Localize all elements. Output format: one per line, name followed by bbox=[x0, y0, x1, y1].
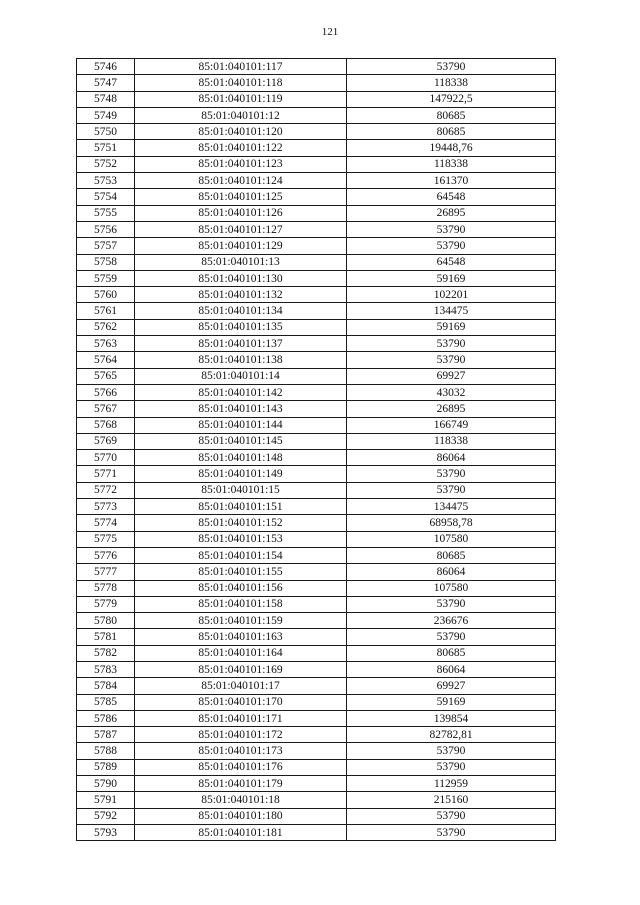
table-row bbox=[77, 91, 556, 107]
row-number-cell: 5780 bbox=[77, 613, 135, 629]
value-cell: 19448,76 bbox=[347, 140, 556, 156]
cadastral-number-cell: 85:01:040101:170 bbox=[135, 694, 347, 710]
value-cell: 64548 bbox=[347, 254, 556, 270]
row-number-cell: 5757 bbox=[77, 238, 135, 254]
value-cell: 59169 bbox=[347, 270, 556, 286]
value-cell: 26895 bbox=[347, 401, 556, 417]
table-row bbox=[77, 287, 556, 303]
table-row bbox=[77, 75, 556, 91]
cadastral-number-cell: 85:01:040101:144 bbox=[135, 417, 347, 433]
cadastral-number-cell: 85:01:040101:149 bbox=[135, 466, 347, 482]
value-cell: 69927 bbox=[347, 678, 556, 694]
value-cell: 80685 bbox=[347, 645, 556, 661]
cadastral-number-cell: 85:01:040101:130 bbox=[135, 270, 347, 286]
cadastral-number-cell: 85:01:040101:132 bbox=[135, 287, 347, 303]
cadastral-number-cell: 85:01:040101:179 bbox=[135, 776, 347, 792]
value-cell: 80685 bbox=[347, 107, 556, 123]
table-row bbox=[77, 303, 556, 319]
table-row bbox=[77, 417, 556, 433]
row-number-cell: 5752 bbox=[77, 156, 135, 172]
cadastral-number-cell: 85:01:040101:169 bbox=[135, 661, 347, 677]
cadastral-number-cell: 85:01:040101:124 bbox=[135, 173, 347, 189]
value-cell: 53790 bbox=[347, 59, 556, 75]
cadastral-number-cell: 85:01:040101:137 bbox=[135, 336, 347, 352]
table-row bbox=[77, 336, 556, 352]
row-number-cell: 5787 bbox=[77, 727, 135, 743]
row-number-cell: 5770 bbox=[77, 450, 135, 466]
row-number-cell: 5778 bbox=[77, 580, 135, 596]
table-row bbox=[77, 580, 556, 596]
table-row bbox=[77, 368, 556, 384]
value-cell: 134475 bbox=[347, 303, 556, 319]
row-number-cell: 5758 bbox=[77, 254, 135, 270]
cadastral-number-cell: 85:01:040101:15 bbox=[135, 482, 347, 498]
table-row bbox=[77, 433, 556, 449]
cadastral-number-cell: 85:01:040101:164 bbox=[135, 645, 347, 661]
table-row bbox=[77, 515, 556, 531]
value-cell: 53790 bbox=[347, 352, 556, 368]
cadastral-number-cell: 85:01:040101:120 bbox=[135, 124, 347, 140]
row-number-cell: 5763 bbox=[77, 336, 135, 352]
row-number-cell: 5751 bbox=[77, 140, 135, 156]
row-number-cell: 5792 bbox=[77, 808, 135, 824]
row-number-cell: 5777 bbox=[77, 564, 135, 580]
row-number-cell: 5786 bbox=[77, 710, 135, 726]
value-cell: 53790 bbox=[347, 336, 556, 352]
value-cell: 236676 bbox=[347, 613, 556, 629]
table-row bbox=[77, 710, 556, 726]
row-number-cell: 5753 bbox=[77, 173, 135, 189]
cadastral-number-cell: 85:01:040101:142 bbox=[135, 384, 347, 400]
value-cell: 53790 bbox=[347, 808, 556, 824]
value-cell: 59169 bbox=[347, 319, 556, 335]
cadastral-number-cell: 85:01:040101:18 bbox=[135, 792, 347, 808]
row-number-cell: 5790 bbox=[77, 776, 135, 792]
value-cell: 139854 bbox=[347, 710, 556, 726]
table-row bbox=[77, 499, 556, 515]
row-number-cell: 5788 bbox=[77, 743, 135, 759]
cadastral-number-cell: 85:01:040101:159 bbox=[135, 613, 347, 629]
cadastral-number-cell: 85:01:040101:155 bbox=[135, 564, 347, 580]
cadastral-number-cell: 85:01:040101:123 bbox=[135, 156, 347, 172]
table-row bbox=[77, 531, 556, 547]
table-row bbox=[77, 792, 556, 808]
table-row bbox=[77, 384, 556, 400]
value-cell: 53790 bbox=[347, 743, 556, 759]
row-number-cell: 5784 bbox=[77, 678, 135, 694]
cadastral-number-cell: 85:01:040101:173 bbox=[135, 743, 347, 759]
value-cell: 166749 bbox=[347, 417, 556, 433]
row-number-cell: 5781 bbox=[77, 629, 135, 645]
row-number-cell: 5773 bbox=[77, 499, 135, 515]
row-number-cell: 5754 bbox=[77, 189, 135, 205]
table-row bbox=[77, 547, 556, 563]
cadastral-number-cell: 85:01:040101:14 bbox=[135, 368, 347, 384]
table-row bbox=[77, 107, 556, 123]
row-number-cell: 5789 bbox=[77, 759, 135, 775]
cadastral-number-cell: 85:01:040101:134 bbox=[135, 303, 347, 319]
table-row bbox=[77, 482, 556, 498]
row-number-cell: 5749 bbox=[77, 107, 135, 123]
cadastral-number-cell: 85:01:040101:148 bbox=[135, 450, 347, 466]
value-cell: 53790 bbox=[347, 482, 556, 498]
row-number-cell: 5791 bbox=[77, 792, 135, 808]
table-row bbox=[77, 352, 556, 368]
table-row bbox=[77, 694, 556, 710]
value-cell: 53790 bbox=[347, 466, 556, 482]
row-number-cell: 5767 bbox=[77, 401, 135, 417]
cadastral-number-cell: 85:01:040101:163 bbox=[135, 629, 347, 645]
value-cell: 86064 bbox=[347, 564, 556, 580]
row-number-cell: 5769 bbox=[77, 433, 135, 449]
table-body bbox=[77, 59, 556, 841]
table-row bbox=[77, 596, 556, 612]
value-cell: 80685 bbox=[347, 547, 556, 563]
table-row bbox=[77, 564, 556, 580]
row-number-cell: 5772 bbox=[77, 482, 135, 498]
row-number-cell: 5785 bbox=[77, 694, 135, 710]
cadastral-number-cell: 85:01:040101:135 bbox=[135, 319, 347, 335]
table-row bbox=[77, 645, 556, 661]
row-number-cell: 5775 bbox=[77, 531, 135, 547]
table-row bbox=[77, 221, 556, 237]
row-number-cell: 5768 bbox=[77, 417, 135, 433]
value-cell: 82782,81 bbox=[347, 727, 556, 743]
table-row bbox=[77, 173, 556, 189]
cadastral-number-cell: 85:01:040101:181 bbox=[135, 824, 347, 840]
value-cell: 161370 bbox=[347, 173, 556, 189]
value-cell: 112959 bbox=[347, 776, 556, 792]
cadastral-number-cell: 85:01:040101:126 bbox=[135, 205, 347, 221]
cadastral-number-cell: 85:01:040101:153 bbox=[135, 531, 347, 547]
table-row bbox=[77, 59, 556, 75]
row-number-cell: 5750 bbox=[77, 124, 135, 140]
cadastral-number-cell: 85:01:040101:12 bbox=[135, 107, 347, 123]
value-cell: 118338 bbox=[347, 75, 556, 91]
table-row bbox=[77, 776, 556, 792]
table-row bbox=[77, 238, 556, 254]
cadastral-number-cell: 85:01:040101:176 bbox=[135, 759, 347, 775]
table-row bbox=[77, 450, 556, 466]
table-row bbox=[77, 466, 556, 482]
value-cell: 53790 bbox=[347, 596, 556, 612]
table-row bbox=[77, 824, 556, 840]
table-row bbox=[77, 661, 556, 677]
row-number-cell: 5782 bbox=[77, 645, 135, 661]
value-cell: 53790 bbox=[347, 629, 556, 645]
row-number-cell: 5766 bbox=[77, 384, 135, 400]
cadastral-table bbox=[76, 58, 556, 841]
value-cell: 118338 bbox=[347, 433, 556, 449]
table-row bbox=[77, 205, 556, 221]
value-cell: 86064 bbox=[347, 661, 556, 677]
value-cell: 147922,5 bbox=[347, 91, 556, 107]
value-cell: 68958,78 bbox=[347, 515, 556, 531]
row-number-cell: 5759 bbox=[77, 270, 135, 286]
cadastral-number-cell: 85:01:040101:143 bbox=[135, 401, 347, 417]
row-number-cell: 5747 bbox=[77, 75, 135, 91]
cadastral-number-cell: 85:01:040101:129 bbox=[135, 238, 347, 254]
row-number-cell: 5756 bbox=[77, 221, 135, 237]
cadastral-number-cell: 85:01:040101:117 bbox=[135, 59, 347, 75]
row-number-cell: 5793 bbox=[77, 824, 135, 840]
table-row bbox=[77, 678, 556, 694]
table-row bbox=[77, 808, 556, 824]
row-number-cell: 5764 bbox=[77, 352, 135, 368]
value-cell: 102201 bbox=[347, 287, 556, 303]
table-row bbox=[77, 254, 556, 270]
cadastral-number-cell: 85:01:040101:171 bbox=[135, 710, 347, 726]
row-number-cell: 5761 bbox=[77, 303, 135, 319]
row-number-cell: 5760 bbox=[77, 287, 135, 303]
value-cell: 53790 bbox=[347, 221, 556, 237]
value-cell: 26895 bbox=[347, 205, 556, 221]
cadastral-number-cell: 85:01:040101:158 bbox=[135, 596, 347, 612]
table-row bbox=[77, 189, 556, 205]
row-number-cell: 5783 bbox=[77, 661, 135, 677]
row-number-cell: 5748 bbox=[77, 91, 135, 107]
row-number-cell: 5765 bbox=[77, 368, 135, 384]
cadastral-number-cell: 85:01:040101:118 bbox=[135, 75, 347, 91]
table-row bbox=[77, 319, 556, 335]
cadastral-number-cell: 85:01:040101:145 bbox=[135, 433, 347, 449]
value-cell: 53790 bbox=[347, 238, 556, 254]
cadastral-number-cell: 85:01:040101:156 bbox=[135, 580, 347, 596]
cadastral-number-cell: 85:01:040101:17 bbox=[135, 678, 347, 694]
value-cell: 53790 bbox=[347, 759, 556, 775]
cadastral-number-cell: 85:01:040101:180 bbox=[135, 808, 347, 824]
table-row bbox=[77, 124, 556, 140]
row-number-cell: 5776 bbox=[77, 547, 135, 563]
value-cell: 43032 bbox=[347, 384, 556, 400]
value-cell: 53790 bbox=[347, 824, 556, 840]
row-number-cell: 5771 bbox=[77, 466, 135, 482]
table-row bbox=[77, 629, 556, 645]
row-number-cell: 5779 bbox=[77, 596, 135, 612]
row-number-cell: 5762 bbox=[77, 319, 135, 335]
cadastral-number-cell: 85:01:040101:151 bbox=[135, 499, 347, 515]
row-number-cell: 5774 bbox=[77, 515, 135, 531]
table-row bbox=[77, 270, 556, 286]
cadastral-number-cell: 85:01:040101:172 bbox=[135, 727, 347, 743]
page-number: 121 bbox=[321, 26, 339, 38]
table-row bbox=[77, 759, 556, 775]
value-cell: 118338 bbox=[347, 156, 556, 172]
value-cell: 107580 bbox=[347, 531, 556, 547]
cadastral-number-cell: 85:01:040101:152 bbox=[135, 515, 347, 531]
value-cell: 215160 bbox=[347, 792, 556, 808]
value-cell: 80685 bbox=[347, 124, 556, 140]
table-row bbox=[77, 156, 556, 172]
table-row bbox=[77, 613, 556, 629]
row-number-cell: 5755 bbox=[77, 205, 135, 221]
cadastral-number-cell: 85:01:040101:138 bbox=[135, 352, 347, 368]
row-number-cell: 5746 bbox=[77, 59, 135, 75]
cadastral-number-cell: 85:01:040101:154 bbox=[135, 547, 347, 563]
table-row bbox=[77, 401, 556, 417]
cadastral-number-cell: 85:01:040101:13 bbox=[135, 254, 347, 270]
value-cell: 107580 bbox=[347, 580, 556, 596]
table-row bbox=[77, 743, 556, 759]
table-row bbox=[77, 727, 556, 743]
cadastral-number-cell: 85:01:040101:122 bbox=[135, 140, 347, 156]
cadastral-number-cell: 85:01:040101:119 bbox=[135, 91, 347, 107]
value-cell: 69927 bbox=[347, 368, 556, 384]
value-cell: 86064 bbox=[347, 450, 556, 466]
cadastral-number-cell: 85:01:040101:125 bbox=[135, 189, 347, 205]
value-cell: 64548 bbox=[347, 189, 556, 205]
cadastral-number-cell: 85:01:040101:127 bbox=[135, 221, 347, 237]
value-cell: 59169 bbox=[347, 694, 556, 710]
table-row bbox=[77, 140, 556, 156]
value-cell: 134475 bbox=[347, 499, 556, 515]
